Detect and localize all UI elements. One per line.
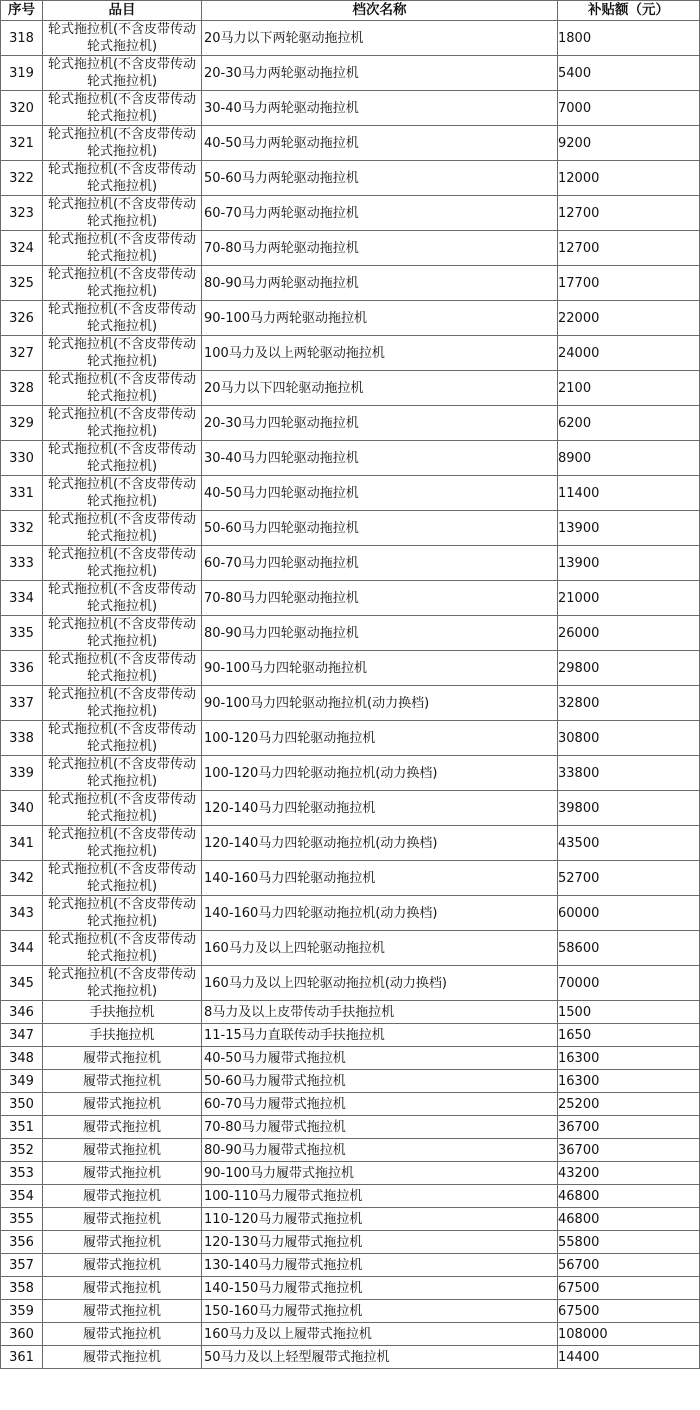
table-row	[1, 1277, 700, 1300]
cell-name: 11-15马力直联传动手扶拖拉机	[202, 1024, 558, 1047]
cell-category: 履带式拖拉机	[43, 1162, 202, 1185]
cell-name: 40-50马力两轮驱动拖拉机	[202, 126, 558, 161]
cell-category: 履带式拖拉机	[43, 1070, 202, 1093]
cell-idx: 322	[1, 161, 43, 196]
cell-category: 轮式拖拉机(不含皮带传动轮式拖拉机)	[43, 161, 202, 196]
cell-idx: 350	[1, 1093, 43, 1116]
table-row	[1, 686, 700, 721]
table-row	[1, 1093, 700, 1116]
cell-category: 轮式拖拉机(不含皮带传动轮式拖拉机)	[43, 21, 202, 56]
cell-amount: 67500	[558, 1300, 700, 1323]
cell-idx: 356	[1, 1231, 43, 1254]
table-row	[1, 1231, 700, 1254]
cell-category: 履带式拖拉机	[43, 1047, 202, 1070]
cell-name: 90-100马力四轮驱动拖拉机(动力换档)	[202, 686, 558, 721]
cell-idx: 327	[1, 336, 43, 371]
cell-name: 50-60马力两轮驱动拖拉机	[202, 161, 558, 196]
cell-amount: 25200	[558, 1093, 700, 1116]
table-row	[1, 196, 700, 231]
cell-idx: 357	[1, 1254, 43, 1277]
cell-name: 80-90马力两轮驱动拖拉机	[202, 266, 558, 301]
cell-idx: 334	[1, 581, 43, 616]
cell-amount: 24000	[558, 336, 700, 371]
cell-name: 50-60马力履带式拖拉机	[202, 1070, 558, 1093]
cell-idx: 359	[1, 1300, 43, 1323]
header-name: 档次名称	[202, 1, 558, 21]
cell-amount: 16300	[558, 1070, 700, 1093]
cell-category: 轮式拖拉机(不含皮带传动轮式拖拉机)	[43, 266, 202, 301]
cell-idx: 347	[1, 1024, 43, 1047]
cell-idx: 360	[1, 1323, 43, 1346]
cell-idx: 349	[1, 1070, 43, 1093]
cell-amount: 33800	[558, 756, 700, 791]
cell-category: 履带式拖拉机	[43, 1231, 202, 1254]
header-idx: 序号	[1, 1, 43, 21]
cell-name: 20马力以下两轮驱动拖拉机	[202, 21, 558, 56]
cell-name: 120-130马力履带式拖拉机	[202, 1231, 558, 1254]
cell-name: 80-90马力四轮驱动拖拉机	[202, 616, 558, 651]
cell-amount: 60000	[558, 896, 700, 931]
cell-name: 80-90马力履带式拖拉机	[202, 1139, 558, 1162]
cell-name: 20-30马力四轮驱动拖拉机	[202, 406, 558, 441]
cell-amount: 46800	[558, 1208, 700, 1231]
cell-idx: 351	[1, 1116, 43, 1139]
cell-category: 轮式拖拉机(不含皮带传动轮式拖拉机)	[43, 581, 202, 616]
table-row	[1, 546, 700, 581]
cell-name: 100-120马力四轮驱动拖拉机(动力换档)	[202, 756, 558, 791]
cell-amount: 108000	[558, 1323, 700, 1346]
cell-name: 30-40马力两轮驱动拖拉机	[202, 91, 558, 126]
cell-name: 100-120马力四轮驱动拖拉机	[202, 721, 558, 756]
cell-category: 手扶拖拉机	[43, 1024, 202, 1047]
table-row	[1, 406, 700, 441]
cell-amount: 7000	[558, 91, 700, 126]
cell-idx: 353	[1, 1162, 43, 1185]
cell-idx: 336	[1, 651, 43, 686]
cell-category: 轮式拖拉机(不含皮带传动轮式拖拉机)	[43, 476, 202, 511]
cell-category: 履带式拖拉机	[43, 1208, 202, 1231]
table-row	[1, 616, 700, 651]
cell-amount: 17700	[558, 266, 700, 301]
cell-category: 履带式拖拉机	[43, 1346, 202, 1369]
table-row	[1, 441, 700, 476]
cell-amount: 36700	[558, 1139, 700, 1162]
cell-name: 50马力及以上轻型履带式拖拉机	[202, 1346, 558, 1369]
cell-category: 轮式拖拉机(不含皮带传动轮式拖拉机)	[43, 721, 202, 756]
table-row	[1, 371, 700, 406]
cell-category: 履带式拖拉机	[43, 1093, 202, 1116]
cell-amount: 1650	[558, 1024, 700, 1047]
cell-category: 履带式拖拉机	[43, 1254, 202, 1277]
cell-amount: 36700	[558, 1116, 700, 1139]
cell-amount: 43500	[558, 826, 700, 861]
cell-idx: 325	[1, 266, 43, 301]
cell-category: 轮式拖拉机(不含皮带传动轮式拖拉机)	[43, 231, 202, 266]
cell-category: 履带式拖拉机	[43, 1300, 202, 1323]
table-row	[1, 1208, 700, 1231]
table-row	[1, 231, 700, 266]
cell-name: 160马力及以上四轮驱动拖拉机(动力换档)	[202, 966, 558, 1001]
table-row	[1, 1185, 700, 1208]
cell-category: 轮式拖拉机(不含皮带传动轮式拖拉机)	[43, 756, 202, 791]
cell-category: 轮式拖拉机(不含皮带传动轮式拖拉机)	[43, 511, 202, 546]
table-row	[1, 721, 700, 756]
cell-idx: 329	[1, 406, 43, 441]
cell-category: 履带式拖拉机	[43, 1116, 202, 1139]
table-header-row	[1, 1, 700, 21]
cell-name: 100马力及以上两轮驱动拖拉机	[202, 336, 558, 371]
cell-amount: 11400	[558, 476, 700, 511]
cell-idx: 361	[1, 1346, 43, 1369]
cell-name: 90-100马力履带式拖拉机	[202, 1162, 558, 1185]
table-row	[1, 826, 700, 861]
cell-amount: 32800	[558, 686, 700, 721]
cell-idx: 337	[1, 686, 43, 721]
cell-name: 150-160马力履带式拖拉机	[202, 1300, 558, 1323]
cell-amount: 26000	[558, 616, 700, 651]
cell-amount: 12700	[558, 196, 700, 231]
table-row	[1, 126, 700, 161]
header-category: 品目	[43, 1, 202, 21]
table-row	[1, 791, 700, 826]
cell-category: 轮式拖拉机(不含皮带传动轮式拖拉机)	[43, 126, 202, 161]
table-row	[1, 581, 700, 616]
cell-name: 30-40马力四轮驱动拖拉机	[202, 441, 558, 476]
cell-name: 60-70马力四轮驱动拖拉机	[202, 546, 558, 581]
table-row	[1, 1162, 700, 1185]
cell-idx: 332	[1, 511, 43, 546]
cell-category: 轮式拖拉机(不含皮带传动轮式拖拉机)	[43, 791, 202, 826]
cell-amount: 43200	[558, 1162, 700, 1185]
cell-amount: 55800	[558, 1231, 700, 1254]
cell-name: 140-160马力四轮驱动拖拉机(动力换档)	[202, 896, 558, 931]
cell-category: 轮式拖拉机(不含皮带传动轮式拖拉机)	[43, 56, 202, 91]
cell-idx: 324	[1, 231, 43, 266]
cell-idx: 341	[1, 826, 43, 861]
cell-category: 轮式拖拉机(不含皮带传动轮式拖拉机)	[43, 546, 202, 581]
cell-category: 轮式拖拉机(不含皮带传动轮式拖拉机)	[43, 336, 202, 371]
table-body	[1, 21, 700, 1369]
table-row	[1, 1024, 700, 1047]
cell-amount: 70000	[558, 966, 700, 1001]
cell-name: 90-100马力两轮驱动拖拉机	[202, 301, 558, 336]
cell-amount: 1500	[558, 1001, 700, 1024]
cell-amount: 22000	[558, 301, 700, 336]
cell-name: 70-80马力履带式拖拉机	[202, 1116, 558, 1139]
table-row	[1, 1116, 700, 1139]
cell-amount: 5400	[558, 56, 700, 91]
cell-idx: 328	[1, 371, 43, 406]
cell-idx: 339	[1, 756, 43, 791]
table-row	[1, 896, 700, 931]
cell-idx: 326	[1, 301, 43, 336]
cell-idx: 358	[1, 1277, 43, 1300]
cell-name: 40-50马力履带式拖拉机	[202, 1047, 558, 1070]
cell-name: 160马力及以上履带式拖拉机	[202, 1323, 558, 1346]
table-row	[1, 756, 700, 791]
cell-category: 轮式拖拉机(不含皮带传动轮式拖拉机)	[43, 861, 202, 896]
cell-idx: 333	[1, 546, 43, 581]
cell-amount: 8900	[558, 441, 700, 476]
cell-idx: 346	[1, 1001, 43, 1024]
cell-idx: 321	[1, 126, 43, 161]
cell-idx: 348	[1, 1047, 43, 1070]
cell-name: 20-30马力两轮驱动拖拉机	[202, 56, 558, 91]
table-row	[1, 1300, 700, 1323]
cell-name: 130-140马力履带式拖拉机	[202, 1254, 558, 1277]
cell-amount: 14400	[558, 1346, 700, 1369]
cell-amount: 58600	[558, 931, 700, 966]
header-amount: 补贴额（元）	[558, 1, 700, 21]
cell-amount: 29800	[558, 651, 700, 686]
cell-idx: 352	[1, 1139, 43, 1162]
cell-idx: 330	[1, 441, 43, 476]
table-row	[1, 1047, 700, 1070]
cell-category: 轮式拖拉机(不含皮带传动轮式拖拉机)	[43, 826, 202, 861]
cell-category: 轮式拖拉机(不含皮带传动轮式拖拉机)	[43, 371, 202, 406]
table-row	[1, 511, 700, 546]
table-row	[1, 476, 700, 511]
table-row	[1, 651, 700, 686]
cell-category: 轮式拖拉机(不含皮带传动轮式拖拉机)	[43, 196, 202, 231]
cell-name: 70-80马力两轮驱动拖拉机	[202, 231, 558, 266]
cell-category: 轮式拖拉机(不含皮带传动轮式拖拉机)	[43, 91, 202, 126]
cell-amount: 12000	[558, 161, 700, 196]
cell-category: 轮式拖拉机(不含皮带传动轮式拖拉机)	[43, 966, 202, 1001]
table-row	[1, 1001, 700, 1024]
cell-name: 110-120马力履带式拖拉机	[202, 1208, 558, 1231]
cell-name: 120-140马力四轮驱动拖拉机	[202, 791, 558, 826]
cell-amount: 52700	[558, 861, 700, 896]
cell-amount: 13900	[558, 511, 700, 546]
table-row	[1, 1323, 700, 1346]
cell-idx: 343	[1, 896, 43, 931]
cell-name: 120-140马力四轮驱动拖拉机(动力换档)	[202, 826, 558, 861]
cell-idx: 338	[1, 721, 43, 756]
cell-idx: 344	[1, 931, 43, 966]
cell-amount: 2100	[558, 371, 700, 406]
cell-idx: 331	[1, 476, 43, 511]
cell-idx: 319	[1, 56, 43, 91]
table-row	[1, 1346, 700, 1369]
cell-category: 履带式拖拉机	[43, 1323, 202, 1346]
cell-name: 60-70马力履带式拖拉机	[202, 1093, 558, 1116]
cell-category: 履带式拖拉机	[43, 1139, 202, 1162]
table-row	[1, 56, 700, 91]
table-row	[1, 21, 700, 56]
cell-category: 履带式拖拉机	[43, 1185, 202, 1208]
cell-amount: 56700	[558, 1254, 700, 1277]
cell-amount: 39800	[558, 791, 700, 826]
cell-idx: 340	[1, 791, 43, 826]
cell-idx: 323	[1, 196, 43, 231]
table-row	[1, 1139, 700, 1162]
cell-name: 50-60马力四轮驱动拖拉机	[202, 511, 558, 546]
cell-name: 70-80马力四轮驱动拖拉机	[202, 581, 558, 616]
cell-idx: 335	[1, 616, 43, 651]
cell-amount: 46800	[558, 1185, 700, 1208]
cell-amount: 1800	[558, 21, 700, 56]
cell-idx: 342	[1, 861, 43, 896]
table-row	[1, 1254, 700, 1277]
cell-amount: 16300	[558, 1047, 700, 1070]
table-row	[1, 1070, 700, 1093]
cell-name: 20马力以下四轮驱动拖拉机	[202, 371, 558, 406]
table-row	[1, 91, 700, 126]
cell-name: 140-150马力履带式拖拉机	[202, 1277, 558, 1300]
cell-amount: 13900	[558, 546, 700, 581]
cell-idx: 355	[1, 1208, 43, 1231]
cell-category: 履带式拖拉机	[43, 1277, 202, 1300]
cell-name: 60-70马力两轮驱动拖拉机	[202, 196, 558, 231]
cell-name: 140-160马力四轮驱动拖拉机	[202, 861, 558, 896]
table-row	[1, 861, 700, 896]
cell-category: 手扶拖拉机	[43, 1001, 202, 1024]
cell-amount: 30800	[558, 721, 700, 756]
cell-idx: 320	[1, 91, 43, 126]
table-row	[1, 161, 700, 196]
cell-idx: 318	[1, 21, 43, 56]
cell-category: 轮式拖拉机(不含皮带传动轮式拖拉机)	[43, 616, 202, 651]
cell-name: 90-100马力四轮驱动拖拉机	[202, 651, 558, 686]
table-row	[1, 266, 700, 301]
cell-amount: 6200	[558, 406, 700, 441]
cell-amount: 12700	[558, 231, 700, 266]
cell-category: 轮式拖拉机(不含皮带传动轮式拖拉机)	[43, 931, 202, 966]
table-row	[1, 301, 700, 336]
table-row	[1, 966, 700, 1001]
cell-name: 100-110马力履带式拖拉机	[202, 1185, 558, 1208]
cell-category: 轮式拖拉机(不含皮带传动轮式拖拉机)	[43, 686, 202, 721]
cell-name: 40-50马力四轮驱动拖拉机	[202, 476, 558, 511]
cell-category: 轮式拖拉机(不含皮带传动轮式拖拉机)	[43, 651, 202, 686]
table-row	[1, 931, 700, 966]
cell-category: 轮式拖拉机(不含皮带传动轮式拖拉机)	[43, 896, 202, 931]
cell-category: 轮式拖拉机(不含皮带传动轮式拖拉机)	[43, 406, 202, 441]
cell-category: 轮式拖拉机(不含皮带传动轮式拖拉机)	[43, 441, 202, 476]
cell-amount: 9200	[558, 126, 700, 161]
cell-amount: 67500	[558, 1277, 700, 1300]
cell-name: 8马力及以上皮带传动手扶拖拉机	[202, 1001, 558, 1024]
table-row	[1, 336, 700, 371]
cell-idx: 345	[1, 966, 43, 1001]
cell-idx: 354	[1, 1185, 43, 1208]
cell-amount: 21000	[558, 581, 700, 616]
cell-name: 160马力及以上四轮驱动拖拉机	[202, 931, 558, 966]
cell-category: 轮式拖拉机(不含皮带传动轮式拖拉机)	[43, 301, 202, 336]
